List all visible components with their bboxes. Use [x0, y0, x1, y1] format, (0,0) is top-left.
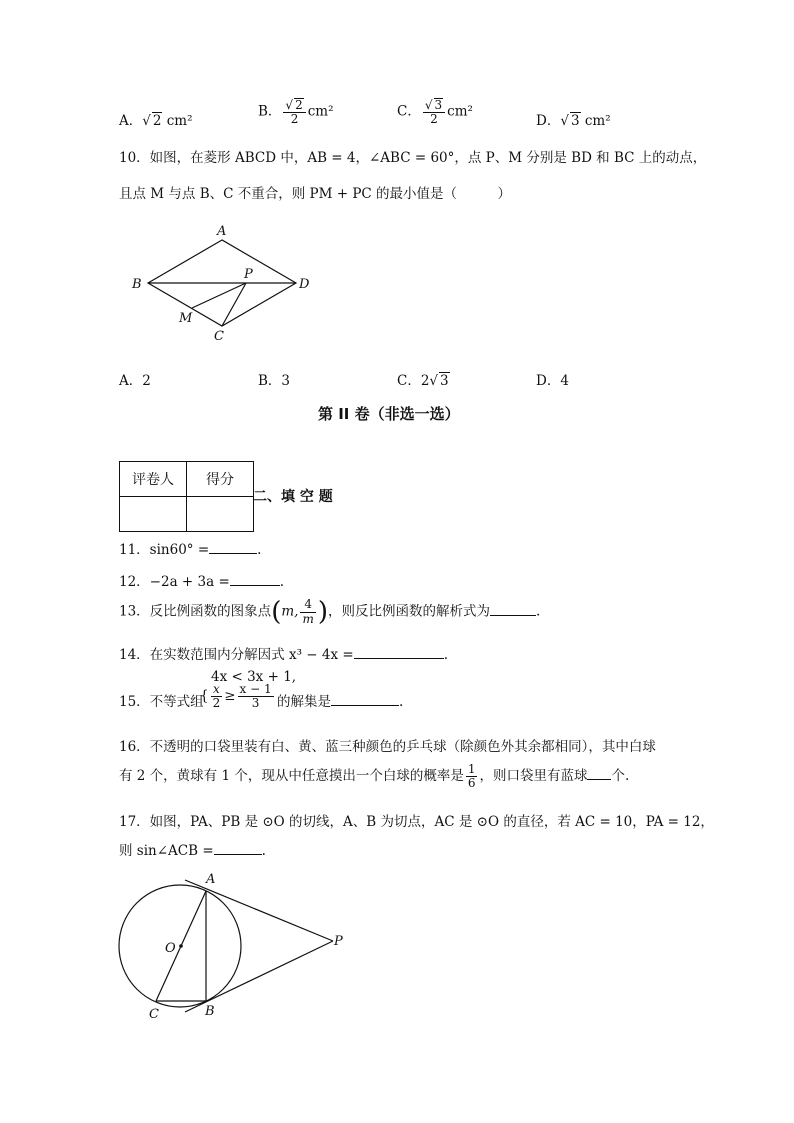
- q13-blank[interactable]: [490, 615, 536, 616]
- center-o-dot: [179, 944, 183, 948]
- q15-blank[interactable]: [331, 705, 399, 706]
- q10-option-d: D．4: [536, 373, 569, 389]
- q9-option-c: C． $\frac{√ 3}{2}$ cm²: [397, 98, 473, 127]
- label-c: C: [214, 329, 224, 344]
- rhombus-figure: [125, 222, 325, 347]
- q14: 14．在实数范围内分解因式 x³ − 4x = .: [119, 647, 448, 663]
- label-m: M: [179, 311, 193, 326]
- label-a: A: [217, 224, 227, 239]
- q13: 13．反比例函数的图象点(m, $\frac{4}{m}$ )，则反比例函数的解析式为 .: [119, 597, 541, 627]
- label-b: B: [132, 277, 142, 292]
- part-title: 二、填 空 题: [253, 489, 333, 505]
- label-a: A: [206, 872, 216, 887]
- q12: 12．−2a + 3a = .: [119, 574, 285, 590]
- q15-line1: 4x < 3x + 1,: [211, 669, 297, 685]
- q10-line1: 10．如图，在菱形 ABCD 中，AB = 4，∠ABC = 60°，点 P、M 分别是 BD 和 BC 上的动点，: [119, 150, 707, 166]
- q16-blank[interactable]: [587, 779, 611, 780]
- q10-option-a: A．2: [119, 373, 151, 389]
- q10-option-c: C．2√ 3: [397, 373, 449, 389]
- q10-line2: 且点 M 与点 B、C 不重合，则 PM + PC 的最小值是（ ）: [119, 186, 512, 202]
- section-title: 第 II 卷（非选一选）: [318, 405, 460, 423]
- label-p: P: [244, 267, 253, 282]
- q11: 11．sin60° = .: [119, 542, 262, 558]
- label-c: C: [149, 1007, 159, 1022]
- score-table-header-score: 得分: [187, 462, 254, 497]
- q15-label: 15．不等式组: [119, 694, 204, 710]
- segment-pm: [192, 283, 246, 308]
- q16-line1: 16．不透明的口袋里装有白、黄、蓝三种颜色的乒乓球（除颜色外其余都相同），其中白球: [119, 739, 656, 755]
- q15-line2: { $\frac{x}{2}$ ≥ $\frac{x - 1}{3}$: [200, 682, 272, 711]
- q9-option-a: A．√ 2 cm²: [119, 113, 193, 129]
- q9-option-d: D．√ 3 cm²: [536, 113, 611, 129]
- label-p: P: [334, 934, 343, 949]
- circle-tangent-figure: [110, 866, 360, 1026]
- q16-line2: 有 2 个，黄球有 1 个，现从中任意摸出一个白球的概率是 $\frac{1}{6}$ ，则口袋里有蓝球 个.: [119, 762, 630, 791]
- score-table-cell-grader[interactable]: [120, 497, 187, 532]
- q10-option-b: B．3: [258, 373, 291, 389]
- q17-line2: 则 sin∠ACB = .: [119, 843, 266, 859]
- q11-blank[interactable]: [209, 553, 257, 554]
- q14-blank[interactable]: [354, 658, 444, 659]
- q9-option-b: B． $\frac{√ 2}{2}$ cm²: [258, 98, 334, 127]
- label-o: O: [165, 941, 176, 956]
- tangent-pb: [185, 941, 333, 1012]
- tangent-pa: [185, 880, 333, 941]
- q17-blank[interactable]: [214, 854, 262, 855]
- score-table: [119, 461, 254, 532]
- q17-line1: 17．如图，PA、PB 是 ⊙O 的切线，A、B 为切点，AC 是 ⊙O 的直径，若 AC = 10，PA = 12，: [119, 814, 714, 830]
- score-table-cell-score[interactable]: [187, 497, 254, 532]
- label-d: D: [299, 277, 310, 292]
- score-table-header-grader: 评卷人: [120, 462, 187, 497]
- q15-tail: 的解集是 .: [277, 694, 404, 710]
- label-b: B: [205, 1004, 215, 1019]
- q12-blank[interactable]: [230, 585, 280, 586]
